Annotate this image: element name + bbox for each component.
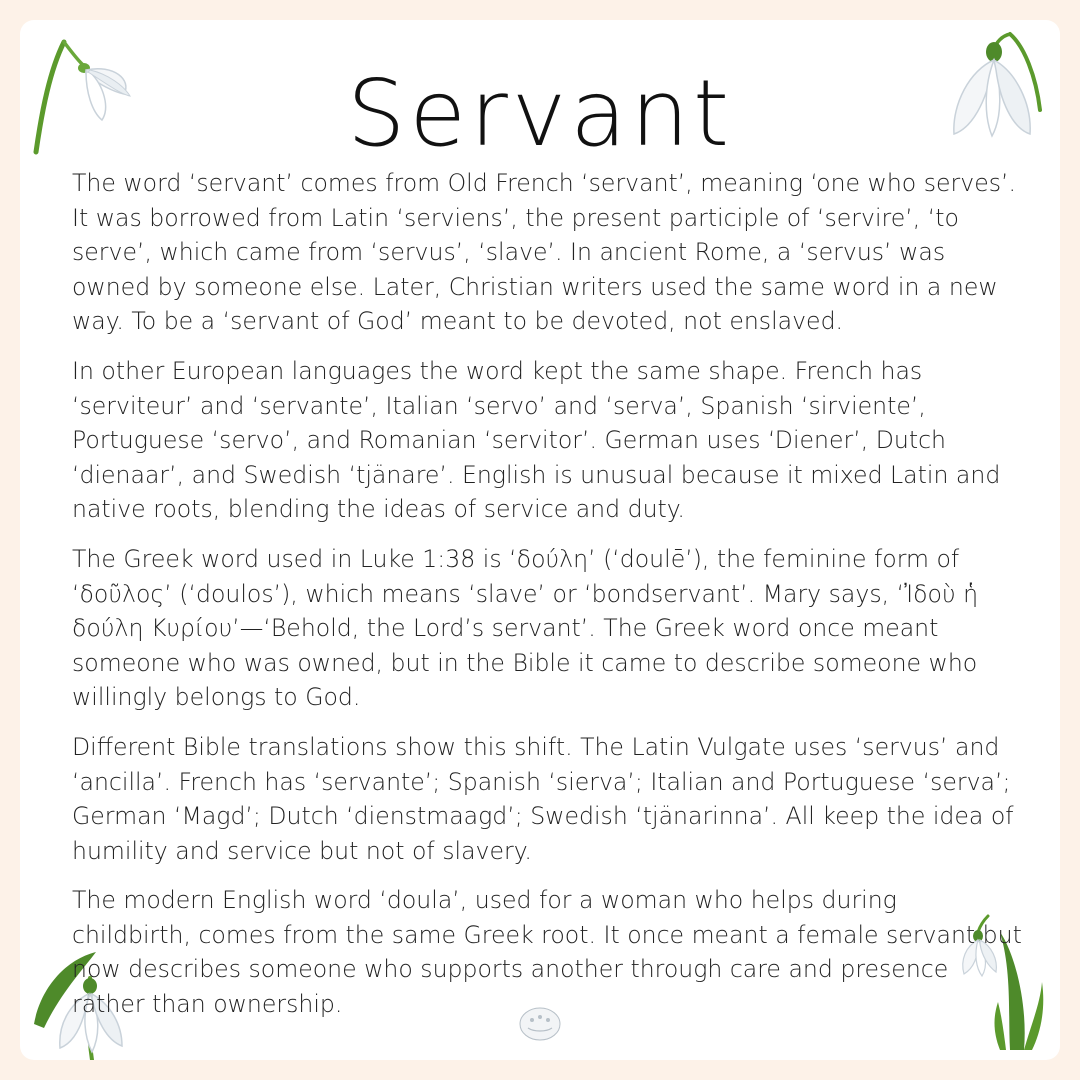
body-text: [72, 166, 1022, 1037]
paragraph: The Greek word used in Luke 1:38 is ‘δούλη’ (‘doulē’), the feminine form of ‘δοῦλος’ (‘doulos’), which means ‘slave’ or ‘bondservant’. Mary says, ‘Ἰδοὺ ἡ δούλη Κυρίου’—‘Behold, the Lord’s servant’. The Greek word once meant someone who was owned, but in the Bible it came to describe someone who willingly belongs to God.: [72, 544, 979, 712]
document-page: [20, 20, 1060, 1060]
paragraph: The word ‘servant’ comes from Old French ‘servant’, meaning ‘one who serves’. It was borrowed from Latin ‘serviens’, the present participle of ‘servire’, ‘to serve’, which came from ‘servus’, ‘slave’. In ancient Rome, a ‘servus’ was owned by someone else. Later, Christian writers used the same word in a new way. To be a ‘servant of God’ meant to be devoted, not enslaved.: [72, 169, 1017, 336]
paragraph: In other European languages the word kept the same shape. French has ‘serviteur’ and ‘servante’, Italian ‘servo’ and ‘serva’, Spanish ‘sirviente’, Portuguese ‘servo’, and Romanian ‘servitor’. German uses ‘Diener’, Dutch ‘dienaar’, and Swedish ‘tjänare’. English is unusual because it mixed Latin and native roots, blending the ideas of service and duty.: [72, 356, 1001, 524]
page-title: Servant: [346, 60, 734, 167]
paragraph: Different Bible translations show this shift. The Latin Vulgate uses ‘servus’ and ‘ancilla’. French has ‘servante’; Spanish ‘sierva’; Italian and Portuguese ‘serva’; German ‘Magd’; Dutch ‘dienstmaagd’; Swedish ‘tjänarinna’. All keep the idea of humility and service but not of slavery.: [72, 732, 1014, 865]
paragraph: The modern English word ‘doula’, used for a woman who helps during childbirth, comes from the same Greek root. It once meant a female servant but now describes someone who supports another through care and presence rather than ownership.: [72, 886, 1022, 1019]
